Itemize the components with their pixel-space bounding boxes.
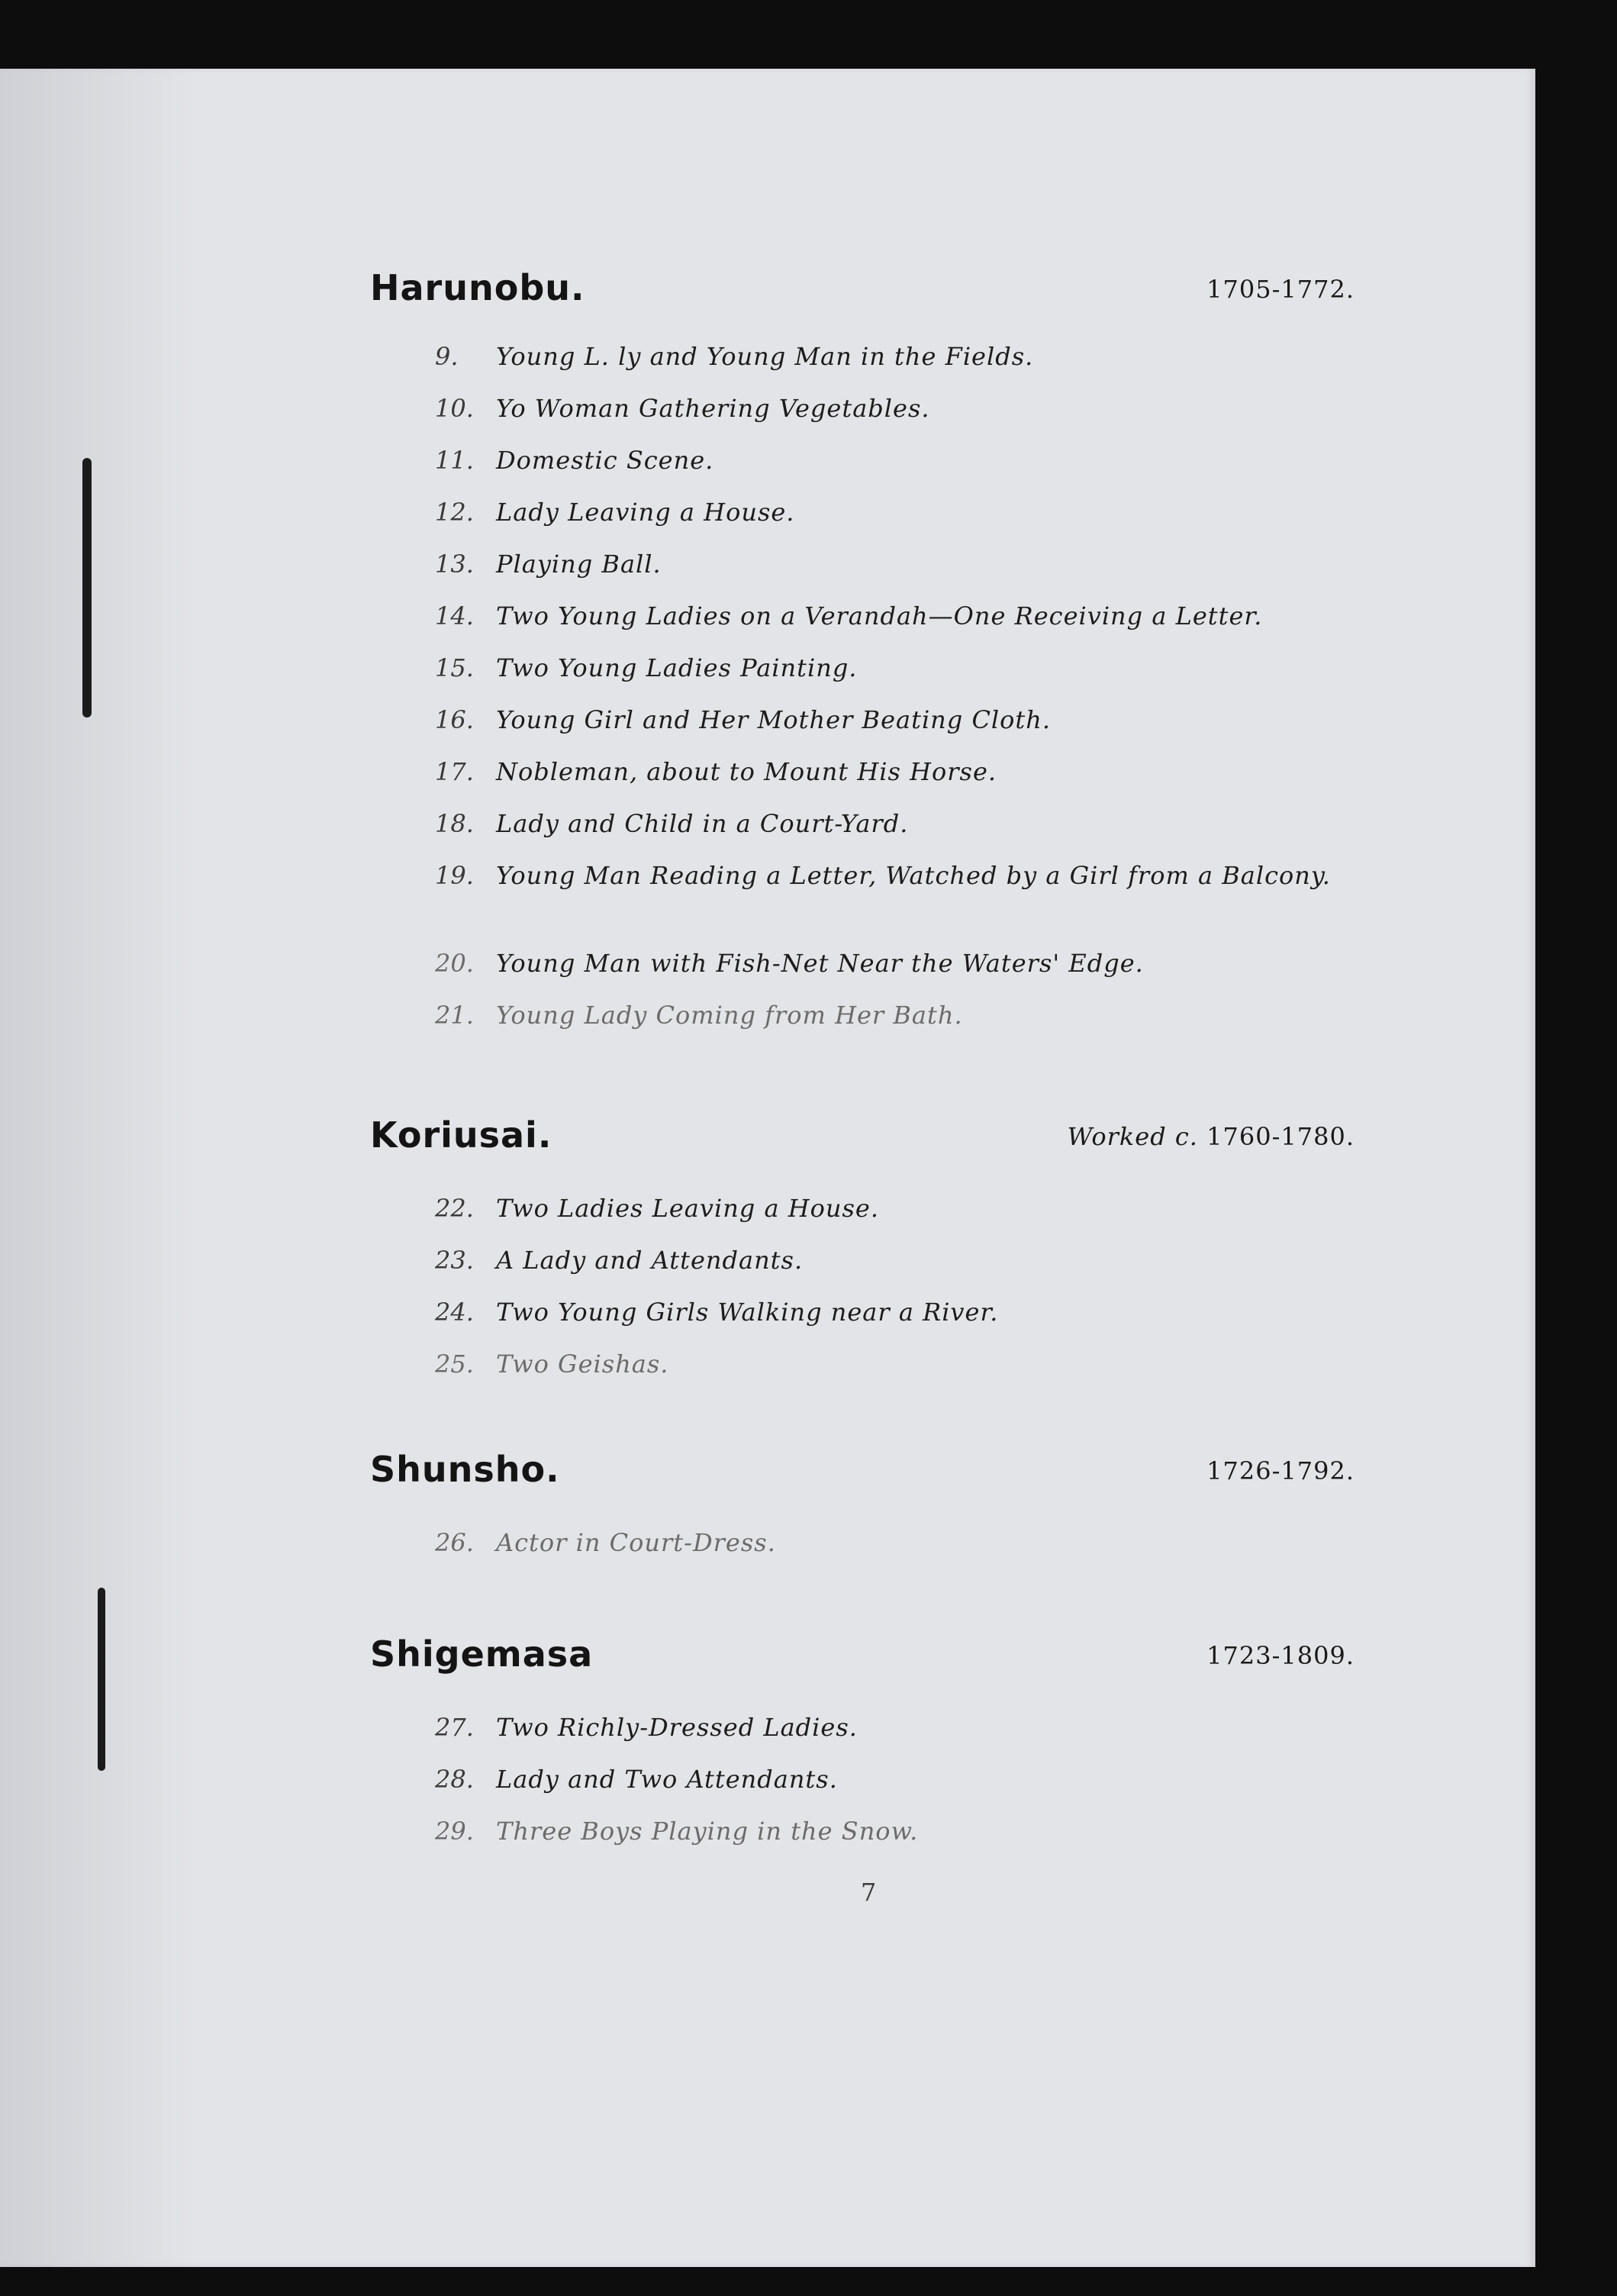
- artist-section-harunobu: [370, 267, 1354, 1069]
- entry-number: 29.: [435, 1817, 474, 1846]
- page-gutter-shadow: [0, 69, 198, 2267]
- artist-name: Koriusai.: [370, 1114, 552, 1156]
- dates-value: 1723-1809.: [1206, 1641, 1354, 1670]
- binding-mark-bottom: [98, 1588, 105, 1771]
- entry-number: 19.: [435, 861, 474, 890]
- entry-title: Lady Leaving a House.: [496, 498, 795, 527]
- binding-mark-top: [82, 458, 92, 718]
- entry-number: 9.: [435, 342, 459, 371]
- dates-value: 1705-1772.: [1206, 275, 1354, 304]
- dates-prefix: Worked c.: [1067, 1122, 1198, 1151]
- entry-title: Lady and Two Attendants.: [496, 1765, 838, 1794]
- entry-title: A Lady and Attendants.: [496, 1246, 804, 1275]
- entry-title: Young Lady Coming from Her Bath.: [496, 1001, 963, 1030]
- entry-number: 20.: [435, 949, 474, 978]
- dates-value: 1726-1792.: [1206, 1456, 1354, 1485]
- entry-number: 28.: [435, 1765, 474, 1794]
- entry-title: Young L. ly and Young Man in the Fields.: [496, 342, 1034, 371]
- entry-number: 16.: [435, 705, 474, 734]
- dates-value: 1760-1780.: [1206, 1122, 1354, 1151]
- catalogue-page: [0, 69, 1535, 2267]
- entry-title: Nobleman, about to Mount His Horse.: [496, 757, 997, 786]
- entry-number: 23.: [435, 1246, 474, 1275]
- entry-title: Young Girl and Her Mother Beating Cloth.: [496, 705, 1052, 734]
- artist-section-koriusai: [370, 1114, 1354, 1420]
- entry-title: Two Ladies Leaving a House.: [496, 1194, 880, 1223]
- artist-section-shigemasa: [370, 1633, 1354, 1862]
- entry-number: 24.: [435, 1298, 474, 1327]
- entry-number: 15.: [435, 653, 474, 682]
- entry-title: Young Man with Fish-Net Near the Waters' Edge.: [496, 949, 1144, 978]
- entry-title: Domestic Scene.: [496, 446, 714, 475]
- entry-number: 12.: [435, 498, 474, 527]
- entry-number: 22.: [435, 1194, 474, 1223]
- artist-dates: [1068, 1122, 1354, 1151]
- entry-title: Two Young Girls Walking near a River.: [496, 1298, 999, 1327]
- entry-number: 27.: [435, 1713, 474, 1742]
- entry-number: 10.: [435, 394, 474, 423]
- artist-dates: [1206, 1641, 1354, 1670]
- entry-title: Lady and Child in a Court-Yard.: [496, 809, 909, 838]
- artist-name: Shigemasa: [370, 1633, 594, 1675]
- artist-section-shunsho: [370, 1449, 1354, 1586]
- entry-title: Three Boys Playing in the Snow.: [496, 1817, 919, 1846]
- artist-name: Harunobu.: [370, 267, 585, 308]
- entry-title: Two Young Ladies on a Verandah—One Receiving a Letter.: [496, 601, 1263, 630]
- entry-number: 17.: [435, 757, 474, 786]
- entry-title: Young Man Reading a Letter, Watched by a Girl from a Balcony.: [496, 861, 1331, 890]
- entry-number: 14.: [435, 601, 474, 630]
- page-number: 7: [861, 1878, 877, 1907]
- entry-number: 13.: [435, 550, 474, 579]
- artist-name: Shunsho.: [370, 1449, 560, 1490]
- entry-title: Two Geishas.: [496, 1350, 669, 1379]
- entry-number: 11.: [435, 446, 474, 475]
- entry-title: Playing Ball.: [496, 550, 662, 579]
- entry-number: 18.: [435, 809, 474, 838]
- entry-title: Actor in Court-Dress.: [496, 1528, 776, 1557]
- entry-number: 26.: [435, 1528, 474, 1557]
- entry-title: Two Young Ladies Painting.: [496, 653, 858, 682]
- entry-title: Yo Woman Gathering Vegetables.: [496, 394, 930, 423]
- entry-title: Two Richly-Dressed Ladies.: [496, 1713, 858, 1742]
- entry-number: 25.: [435, 1350, 474, 1379]
- artist-dates: [1206, 1456, 1354, 1485]
- artist-dates: [1206, 275, 1354, 304]
- entry-number: 21.: [435, 1001, 474, 1030]
